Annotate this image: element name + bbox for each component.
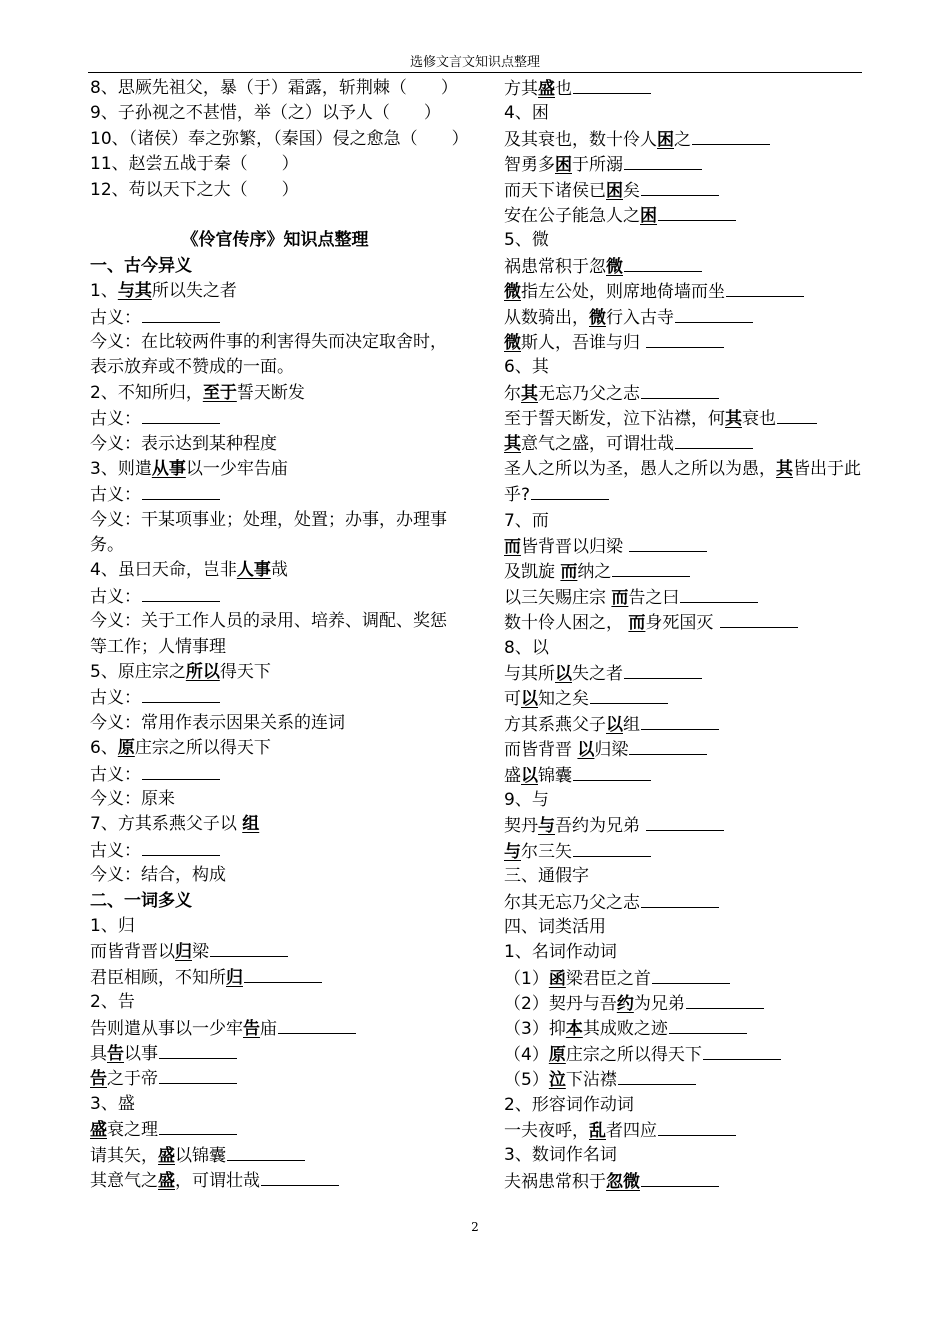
list-item: 11、赵尝五战于秦（ ） [90, 154, 299, 175]
answer-blank[interactable] [159, 1117, 237, 1135]
word-heading: 8、以 [504, 637, 549, 658]
answer-blank[interactable] [686, 991, 764, 1009]
example-line: 告之于帝 [90, 1066, 460, 1091]
gujin-item: 1、与其所以失之者 [90, 281, 237, 302]
answer-blank[interactable] [646, 330, 724, 348]
example-line: 夫祸患常积于忽微 [504, 1169, 874, 1194]
keyword: 人事 [236, 560, 271, 581]
answer-blank[interactable] [142, 584, 220, 602]
gujin-item: 3、则遣从事以一少牢告庙 [90, 458, 288, 479]
example-line: 微斯人，吾谁与归 [504, 330, 874, 355]
answer-blank[interactable] [669, 1016, 747, 1034]
word-heading: 6、其 [504, 357, 549, 378]
example-line: 安在公子能急人之困 [504, 203, 874, 228]
page-header: 选修文言文知识点整理 [409, 55, 540, 70]
answer-blank[interactable] [624, 152, 702, 170]
answer-blank[interactable] [624, 254, 702, 272]
answer-blank[interactable] [692, 127, 770, 145]
answer-blank[interactable] [210, 939, 288, 957]
left-column [90, 76, 469, 1193]
heading-gujin: 一、古今异义 [90, 255, 192, 276]
answer-blank[interactable] [641, 712, 719, 730]
word-heading: 2、告 [90, 992, 135, 1013]
answer-blank[interactable] [777, 406, 817, 424]
answer-blank[interactable] [227, 1143, 305, 1161]
keyword: 至于 [202, 382, 237, 403]
word-heading: 5、微 [504, 230, 549, 251]
example-line: 方其系燕父子以组 [504, 712, 874, 737]
gujin-item: 5、原庄宗之所以得天下 [90, 662, 271, 683]
gujin-item: 2、不知所归，至于誓天断发 [90, 382, 305, 403]
answer-blank[interactable] [641, 178, 719, 196]
gujin-item: 6、原庄宗之所以得天下 [90, 738, 271, 759]
section-title: 《伶官传序》知识点整理 [181, 230, 369, 251]
keyword: 原 [117, 738, 135, 759]
answer-blank[interactable] [652, 966, 730, 984]
answer-blank[interactable] [658, 203, 736, 221]
example-line: （5）泣下沾襟 [504, 1067, 874, 1092]
example-line: 君臣相顾，不知所归 [90, 965, 460, 990]
example-line: （1）函梁君臣之首 [504, 966, 874, 991]
answer-blank[interactable] [261, 1168, 339, 1186]
example-line: 请其矢，盛以锦囊 [90, 1143, 460, 1168]
answer-blank[interactable] [641, 1169, 719, 1187]
example-line: 微指左公处，则席地倚墙而坐 [504, 279, 874, 304]
answer-blank[interactable] [142, 482, 220, 500]
example-line: 至于誓天断发，泣下沾襟，何其衰也 [504, 406, 874, 431]
example-line: 盛衰之理 [90, 1117, 460, 1142]
answer-blank[interactable] [159, 1066, 237, 1084]
gu-yi: 古义： [90, 482, 460, 507]
spacer [90, 203, 460, 228]
answer-blank[interactable] [675, 305, 753, 323]
sub-heading: 2、形容词作动词 [504, 1094, 634, 1115]
sub-heading: 3、数词作名词 [504, 1145, 617, 1166]
answer-blank[interactable] [680, 585, 758, 603]
list-item: 12、苟以天下之大（ ） [90, 179, 299, 200]
jin-yi: 今义：干某项事业；处理，处置；办事，办理事务。 [90, 509, 447, 556]
answer-blank[interactable] [142, 305, 220, 323]
example-line: 及凯旋 而纳之 [504, 559, 874, 584]
list-item: 8、思厥先祖父，暴（于）霜露，斩荆棘（ ） [90, 78, 458, 98]
example-line: 一夫夜呼，乱者四应 [504, 1118, 874, 1143]
answer-blank[interactable] [641, 381, 719, 399]
example-line: 其意气之盛，可谓壮哉 [90, 1168, 460, 1193]
answer-blank[interactable] [675, 431, 753, 449]
answer-blank[interactable] [531, 482, 609, 500]
answer-blank[interactable] [720, 610, 798, 628]
example-line: 圣人之所以为圣，愚人之所以为愚，其皆出于此乎? [504, 458, 861, 506]
answer-blank[interactable] [244, 965, 322, 983]
answer-blank[interactable] [658, 1118, 736, 1136]
example-line: 以三矢赐庄宗 而告之曰 [504, 585, 874, 610]
keyword: 从事 [151, 458, 186, 479]
answer-blank[interactable] [618, 1067, 696, 1085]
gu-yi: 古义： [90, 762, 460, 787]
answer-blank[interactable] [612, 559, 690, 577]
example-line: 尔其无忘乃父之志 [504, 381, 874, 406]
keyword: 与其 [117, 281, 152, 302]
heading-cilei: 四、词类活用 [504, 916, 606, 937]
example-line: 及其衰也，数十伶人困之 [504, 127, 874, 152]
example-line: （2）契丹与吾约为兄弟 [504, 991, 874, 1016]
answer-blank[interactable] [641, 890, 719, 908]
heading-tongjia: 三、通假字 [504, 866, 589, 887]
word-heading: 1、归 [90, 915, 135, 936]
gu-yi: 古义： [90, 838, 460, 863]
example-line: 与尔三矢 [504, 839, 874, 864]
answer-blank[interactable] [159, 1041, 237, 1059]
word-heading: 3、盛 [90, 1093, 135, 1114]
gu-yi: 古义： [90, 685, 460, 710]
answer-blank[interactable] [629, 737, 707, 755]
answer-blank[interactable] [726, 279, 804, 297]
jin-yi: 今义：关于工作人员的录用、培养、调配、奖惩等工作；人情事理 [90, 611, 447, 657]
example-line: 可以知之矣 [504, 686, 874, 711]
answer-blank[interactable] [573, 763, 651, 781]
answer-blank[interactable] [278, 1016, 356, 1034]
answer-blank[interactable] [703, 1042, 781, 1060]
heading-yici: 二、一词多义 [90, 890, 192, 911]
word-heading: 9、与 [504, 789, 549, 810]
answer-blank[interactable] [624, 661, 702, 679]
example-line: 与其所以失之者 [504, 661, 874, 686]
example-line: 智勇多困于所溺 [504, 152, 874, 177]
example-line: （4）原庄宗之所以得天下 [504, 1042, 874, 1067]
answer-blank[interactable] [590, 686, 668, 704]
word-heading: 4、困 [504, 103, 549, 124]
gu-yi: 古义： [90, 584, 460, 609]
gujin-item: 7、方其系燕父子以 组 [90, 814, 260, 835]
example-line: 盛以锦囊 [504, 763, 874, 788]
jin-yi: 今义：表示达到某种程度 [90, 433, 277, 454]
header-rule [88, 72, 862, 73]
example-line: 从数骑出，微行入古寺 [504, 305, 874, 330]
page-number: 2 [471, 1220, 479, 1234]
jin-yi: 今义：原来 [90, 789, 175, 810]
example-line: 尔其无忘乃父之志 [504, 890, 874, 915]
example-line: 而皆背晋以归梁 [90, 939, 460, 964]
jin-yi: 今义：常用作表示因果关系的连词 [90, 712, 345, 733]
example-line: 而皆背晋以归梁 [504, 534, 874, 559]
answer-blank[interactable] [142, 406, 220, 424]
word-heading: 7、而 [504, 510, 549, 531]
answer-blank[interactable] [573, 76, 651, 94]
example-line: 告则遣从事以一少牢告庙 [90, 1016, 460, 1041]
gujin-item: 4、虽曰天命，岂非人事哉 [90, 560, 288, 581]
example-line: （3）抑本其成败之迹 [504, 1016, 874, 1041]
answer-blank[interactable] [142, 685, 220, 703]
answer-blank[interactable] [142, 762, 220, 780]
example-line: 契丹与吾约为兄弟 [504, 813, 874, 838]
example-line: 方其盛也 [504, 76, 874, 101]
jin-yi: 今义：在比较两件事的利害得失而决定取舍时，表示放弃或不赞成的一面。 [90, 331, 447, 378]
list-item: 10、（诸侯）奉之弥繁，（秦国）侵之愈急（ ） [90, 128, 469, 149]
answer-blank[interactable] [142, 838, 220, 856]
example-line: 其意气之盛，可谓壮哉 [504, 431, 874, 456]
keyword: 组 [242, 814, 260, 835]
keyword: 所以 [185, 662, 220, 683]
gu-yi: 古义： [90, 406, 460, 431]
right-column [504, 76, 874, 1194]
gu-yi: 古义： [90, 305, 460, 330]
example-line: 具告以事 [90, 1041, 460, 1066]
example-line: 数十伶人困之， 而身死国灭 [504, 610, 874, 635]
answer-blank[interactable] [573, 839, 651, 857]
example-line: 祸患常积于忽微 [504, 254, 874, 279]
answer-blank[interactable] [629, 534, 707, 552]
example-line: 而皆背晋 以归梁 [504, 737, 874, 762]
list-item: 9、子孙视之不甚惜，举（之）以予人（ ） [90, 103, 441, 124]
answer-blank[interactable] [646, 813, 724, 831]
example-line: 而天下诸侯已困矣 [504, 178, 874, 203]
jin-yi: 今义：结合，构成 [90, 865, 226, 886]
sub-heading: 1、名词作动词 [504, 942, 617, 963]
